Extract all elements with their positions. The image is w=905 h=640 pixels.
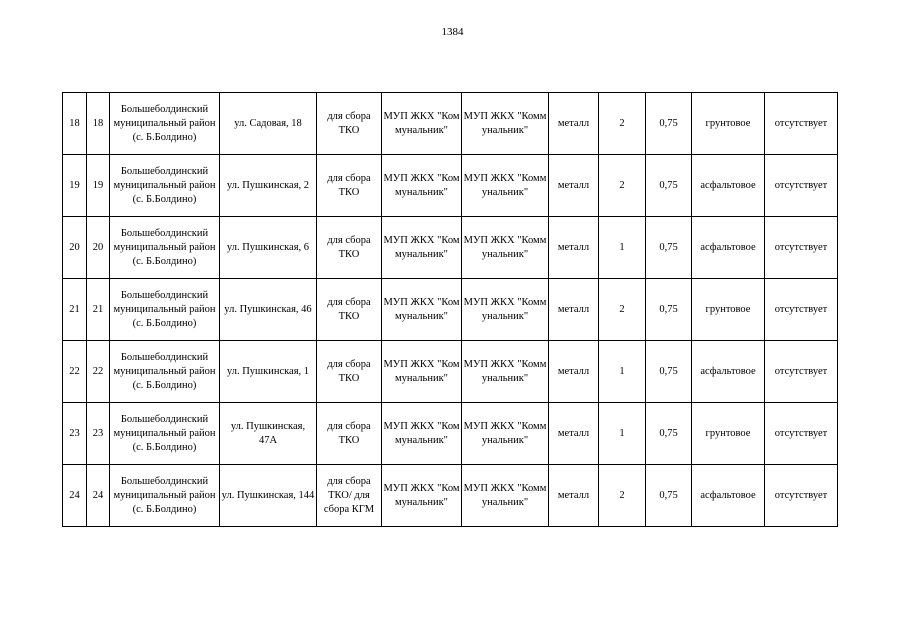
cell-operator: МУП ЖКХ "Коммунальник" [462,155,549,217]
cell-material: металл [549,93,599,155]
cell-fence: отсутствует [765,217,838,279]
cell-address: ул. Пушкинская, 6 [220,217,317,279]
table-row [63,465,838,527]
cell-operator: МУП ЖКХ "Коммунальник" [462,341,549,403]
cell-row-number: 22 [63,341,87,403]
cell-purpose: для сбора ТКО [317,403,382,465]
cell-site-id: 18 [87,93,110,155]
cell-operator: МУП ЖКХ "Коммунальник" [462,93,549,155]
cell-address: ул. Пушкинская, 2 [220,155,317,217]
cell-purpose: для сбора ТКО [317,279,382,341]
cell-row-number: 21 [63,279,87,341]
cell-district: Большеболдинский муниципальный район (с. Б.Болдино) [110,217,220,279]
page-number: 1384 [441,26,464,38]
cell-container-count: 2 [599,465,646,527]
cell-volume: 0,75 [646,155,692,217]
cell-container-count: 1 [599,341,646,403]
table-row [63,155,838,217]
cell-owner: МУП ЖКХ "Коммунальник" [382,403,462,465]
cell-owner: МУП ЖКХ "Коммунальник" [382,217,462,279]
cell-owner: МУП ЖКХ "Коммунальник" [382,279,462,341]
cell-address: ул. Пушкинская, 144 [220,465,317,527]
cell-purpose: для сбора ТКО [317,155,382,217]
cell-owner: МУП ЖКХ "Коммунальник" [382,93,462,155]
cell-district: Большеболдинский муниципальный район (с. Б.Болдино) [110,403,220,465]
cell-purpose: для сбора ТКО [317,93,382,155]
cell-volume: 0,75 [646,279,692,341]
cell-container-count: 1 [599,217,646,279]
cell-owner: МУП ЖКХ "Коммунальник" [382,341,462,403]
cell-surface: грунтовое [692,93,765,155]
cell-volume: 0,75 [646,93,692,155]
table-row [63,279,838,341]
table-row [63,93,838,155]
cell-site-id: 21 [87,279,110,341]
cell-material: металл [549,217,599,279]
cell-operator: МУП ЖКХ "Коммунальник" [462,465,549,527]
cell-row-number: 20 [63,217,87,279]
cell-fence: отсутствует [765,93,838,155]
cell-operator: МУП ЖКХ "Коммунальник" [462,279,549,341]
cell-material: металл [549,403,599,465]
cell-site-id: 20 [87,217,110,279]
cell-container-count: 1 [599,403,646,465]
cell-surface: грунтовое [692,279,765,341]
cell-volume: 0,75 [646,403,692,465]
cell-container-count: 2 [599,279,646,341]
cell-purpose: для сбора ТКО [317,341,382,403]
cell-row-number: 23 [63,403,87,465]
table-row [63,403,838,465]
cell-site-id: 19 [87,155,110,217]
cell-site-id: 24 [87,465,110,527]
cell-district: Большеболдинский муниципальный район (с. Б.Болдино) [110,341,220,403]
cell-district: Большеболдинский муниципальный район (с. Б.Болдино) [110,279,220,341]
cell-surface: асфальтовое [692,341,765,403]
cell-address: ул. Пушкинская, 1 [220,341,317,403]
cell-owner: МУП ЖКХ "Коммунальник" [382,465,462,527]
cell-site-id: 23 [87,403,110,465]
cell-address: ул. Пушкинская, 47А [220,403,317,465]
table-row [63,341,838,403]
cell-fence: отсутствует [765,341,838,403]
cell-operator: МУП ЖКХ "Коммунальник" [462,217,549,279]
cell-row-number: 18 [63,93,87,155]
cell-surface: асфальтовое [692,465,765,527]
cell-district: Большеболдинский муниципальный район (с. Б.Болдино) [110,155,220,217]
cell-purpose: для сбора ТКО/ для сбора КГМ [317,465,382,527]
cell-material: металл [549,341,599,403]
cell-address: ул. Пушкинская, 46 [220,279,317,341]
cell-site-id: 22 [87,341,110,403]
cell-row-number: 19 [63,155,87,217]
cell-district: Большеболдинский муниципальный район (с. Б.Болдино) [110,465,220,527]
cell-fence: отсутствует [765,279,838,341]
cell-container-count: 2 [599,155,646,217]
cell-surface: грунтовое [692,403,765,465]
cell-material: металл [549,155,599,217]
cell-volume: 0,75 [646,465,692,527]
cell-fence: отсутствует [765,155,838,217]
cell-address: ул. Садовая, 18 [220,93,317,155]
cell-operator: МУП ЖКХ "Коммунальник" [462,403,549,465]
cell-owner: МУП ЖКХ "Коммунальник" [382,155,462,217]
cell-surface: асфальтовое [692,155,765,217]
cell-row-number: 24 [63,465,87,527]
waste-sites-table [62,92,838,527]
cell-fence: отсутствует [765,465,838,527]
cell-material: металл [549,279,599,341]
cell-surface: асфальтовое [692,217,765,279]
cell-material: металл [549,465,599,527]
cell-volume: 0,75 [646,341,692,403]
table-row [63,217,838,279]
cell-district: Большеболдинский муниципальный район (с. Б.Болдино) [110,93,220,155]
cell-purpose: для сбора ТКО [317,217,382,279]
cell-container-count: 2 [599,93,646,155]
cell-fence: отсутствует [765,403,838,465]
cell-volume: 0,75 [646,217,692,279]
